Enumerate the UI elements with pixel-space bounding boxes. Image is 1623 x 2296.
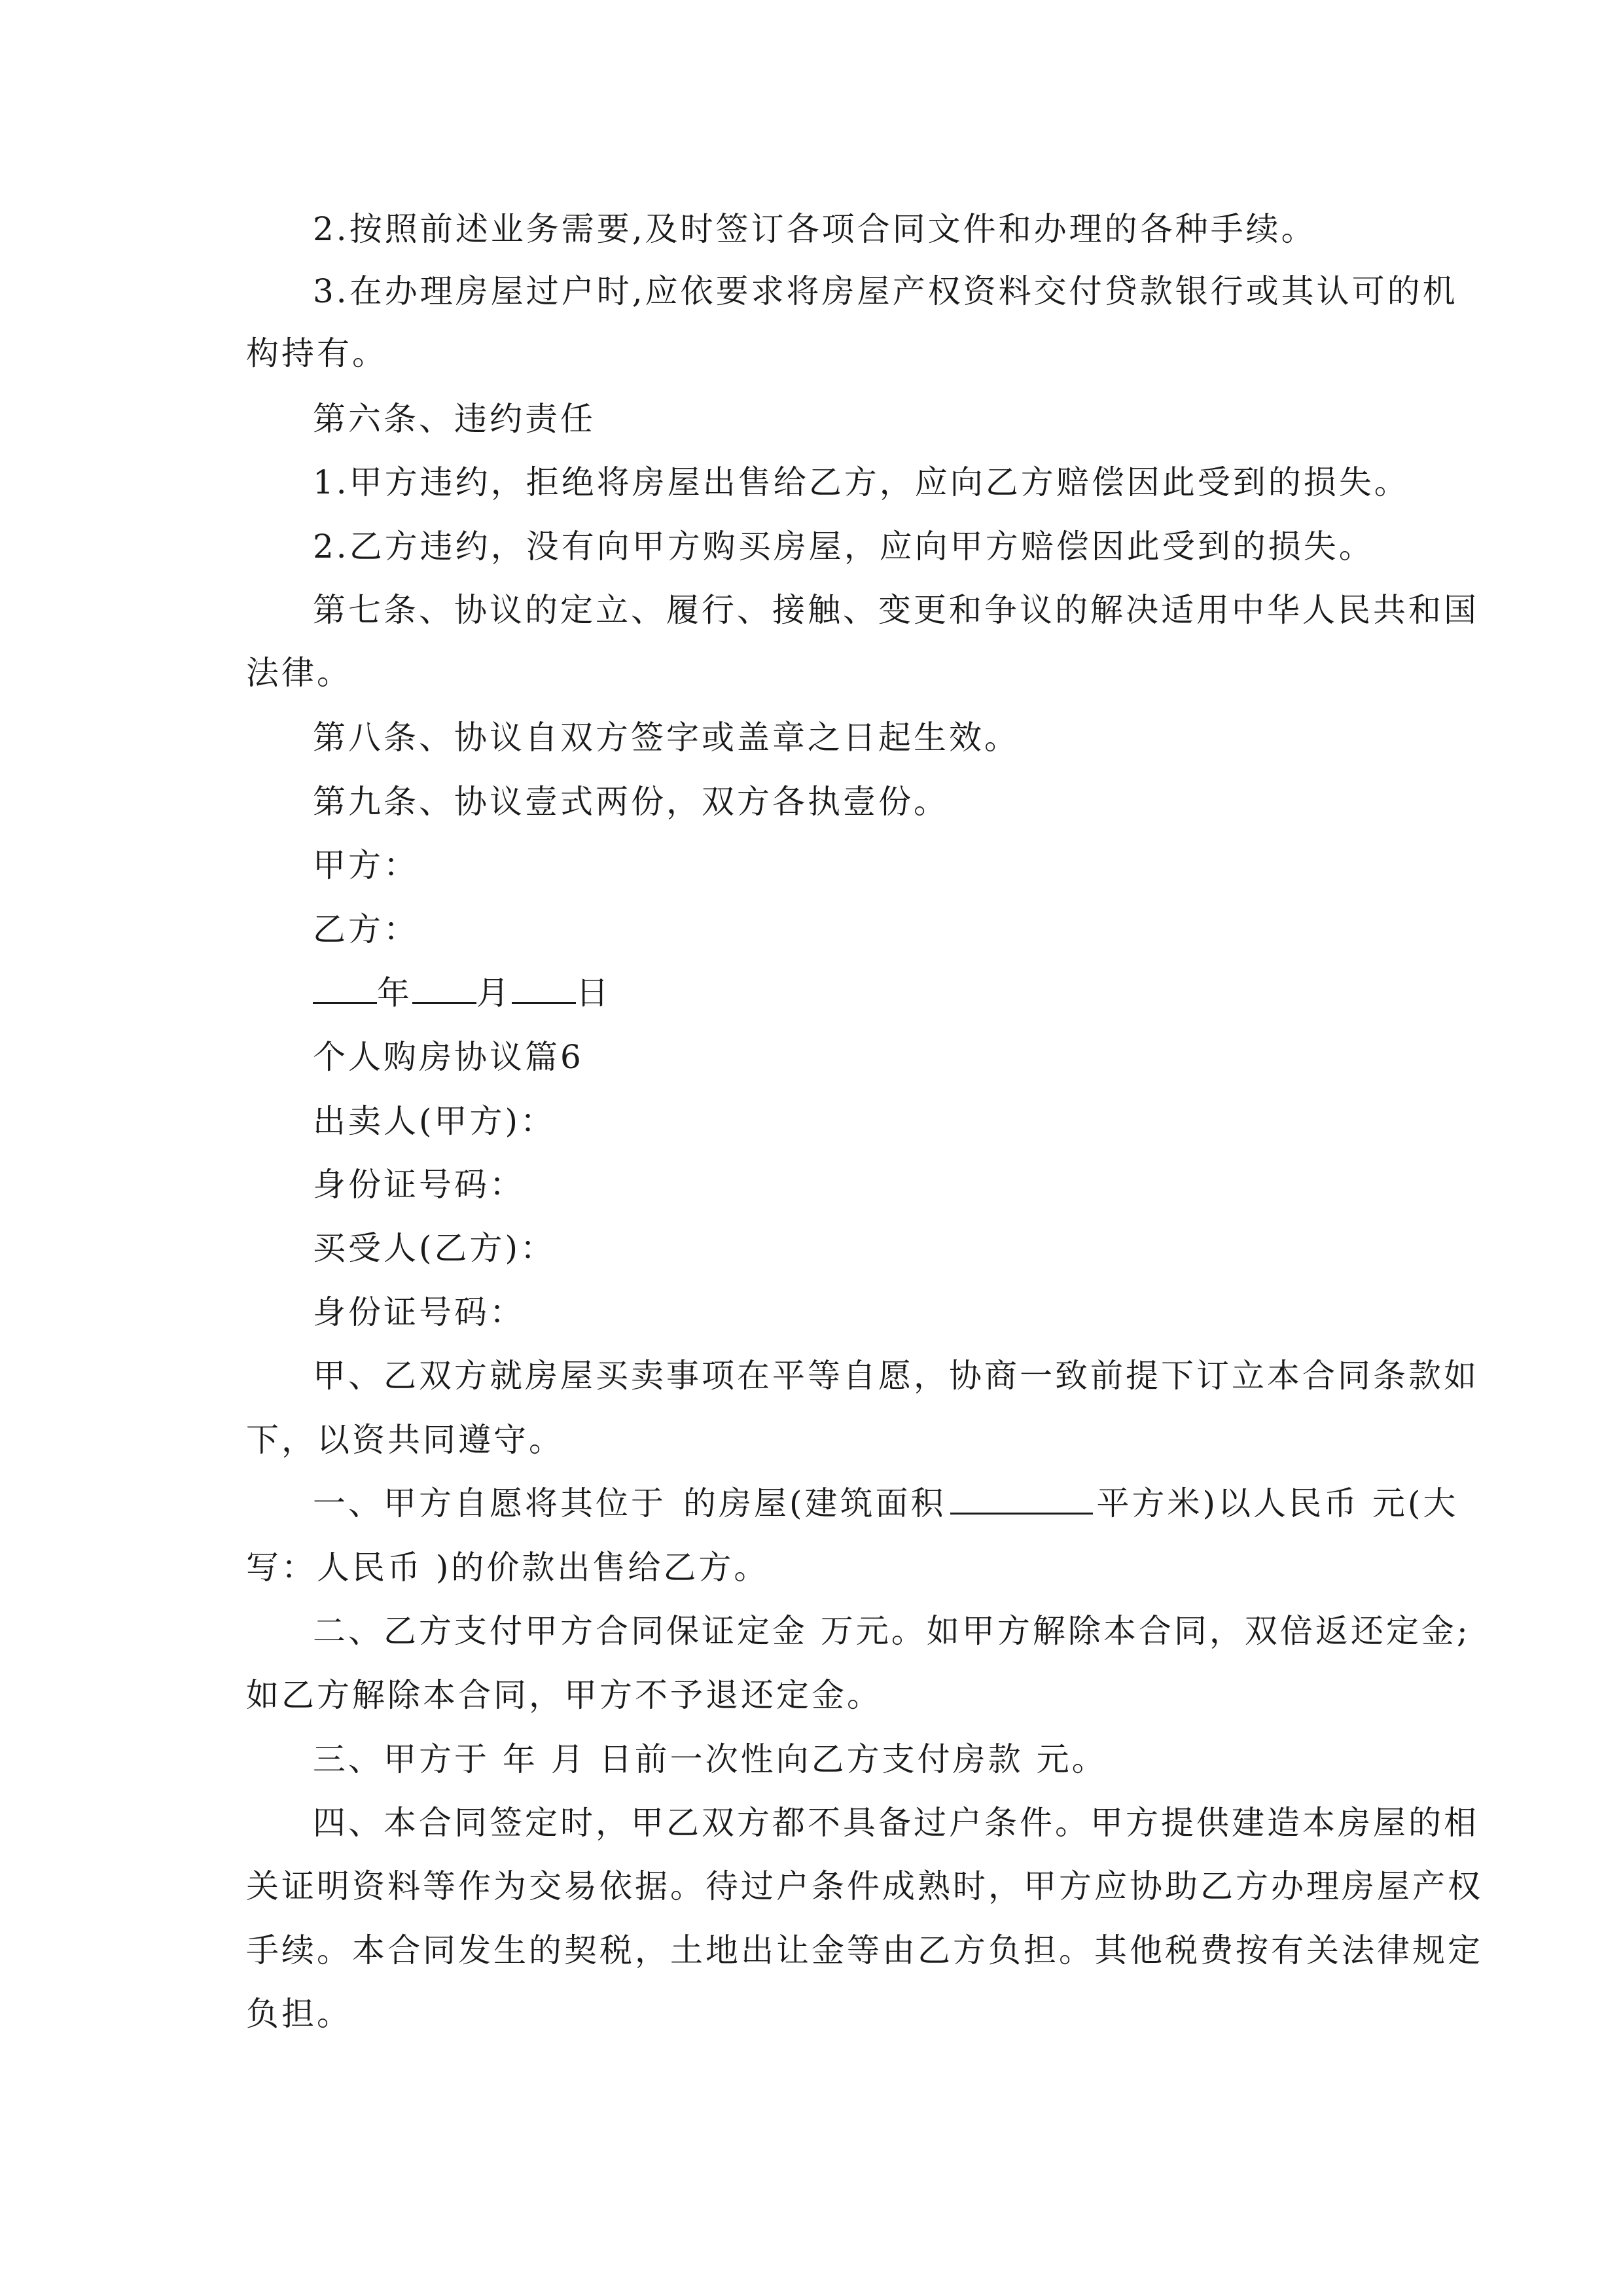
clause-1 xyxy=(313,1484,1458,1523)
buyer-line: 买受人(乙方)： xyxy=(313,1229,556,1267)
year-label: 年 xyxy=(377,974,412,1012)
clause-6-1: 1.甲方违约，拒绝将房屋出售给乙方，应向乙方赔偿因此受到的损失。 xyxy=(313,463,1410,501)
clause-1-after: 平方米)以人民币 元(大 xyxy=(1096,1484,1459,1522)
clause-5-3: 3.在办理房屋过户时,应依要求将房屋产权资料交付贷款银行或其认可的机 xyxy=(313,272,1458,310)
clause-1-cont: 写：人民币 )的价款出售给乙方。 xyxy=(246,1549,770,1587)
clause-5-2: 2.按照前述业务需要,及时签订各项合同文件和办理的各种手续。 xyxy=(313,210,1317,248)
clause-3: 三、甲方于 年 月 日前一次性向乙方支付房款 元。 xyxy=(313,1740,1107,1778)
month-blank xyxy=(412,973,476,1004)
clause-5-3-cont: 构持有。 xyxy=(246,334,387,372)
clause-1-middle: 的房屋(建筑面积 xyxy=(683,1484,946,1522)
article-8: 第八条、协议自双方签字或盖章之日起生效。 xyxy=(313,719,1020,757)
clause-2-cont: 如乙方解除本合同，甲方不予退还定金。 xyxy=(246,1676,882,1714)
seller-line: 出卖人(甲方)： xyxy=(313,1102,556,1140)
month-label: 月 xyxy=(476,974,512,1012)
article-6-heading: 第六条、违约责任 xyxy=(313,400,596,438)
party-b-signature: 乙方： xyxy=(313,910,419,948)
party-a-signature: 甲方： xyxy=(313,846,419,884)
day-label: 日 xyxy=(576,974,611,1012)
date-line xyxy=(313,973,611,1013)
clause-2: 二、乙方支付甲方合同保证定金 万元。如甲方解除本合同，双倍返还定金; xyxy=(313,1612,1471,1650)
area-blank xyxy=(950,1484,1093,1515)
clause-4-cont-1: 关证明资料等作为交易依据。待过户条件成熟时，甲方应协助乙方办理房屋产权 xyxy=(246,1867,1483,1905)
article-7: 第七条、协议的定立、履行、接触、变更和争议的解决适用中华人民共和国 xyxy=(313,591,1479,629)
clause-4-cont-3: 负担。 xyxy=(246,1995,352,2033)
preamble-cont: 下，以资共同遵守。 xyxy=(246,1421,564,1459)
section-title: 个人购房协议篇6 xyxy=(313,1038,584,1076)
preamble: 甲、乙双方就房屋买卖事项在平等自愿，协商一致前提下订立本合同条款如 xyxy=(313,1357,1479,1395)
clause-1-before: 一、甲方自愿将其位于 xyxy=(313,1484,666,1522)
article-9: 第九条、协议壹式两份，双方各执壹份。 xyxy=(313,783,949,821)
clause-4: 四、本合同签定时，甲乙双方都不具备过户条件。甲方提供建造本房屋的相 xyxy=(313,1804,1479,1842)
clause-4-cont-2: 手续。本合同发生的契税，土地出让金等由乙方负担。其他税费按有关法律规定 xyxy=(246,1931,1483,1969)
seller-id-line: 身份证号码： xyxy=(313,1166,525,1204)
clause-6-2: 2.乙方违约，没有向甲方购买房屋，应向甲方赔偿因此受到的损失。 xyxy=(313,528,1374,565)
article-7-cont: 法律。 xyxy=(246,654,352,692)
day-blank xyxy=(512,973,576,1004)
year-blank xyxy=(313,973,377,1004)
buyer-id-line: 身份证号码： xyxy=(313,1293,525,1331)
